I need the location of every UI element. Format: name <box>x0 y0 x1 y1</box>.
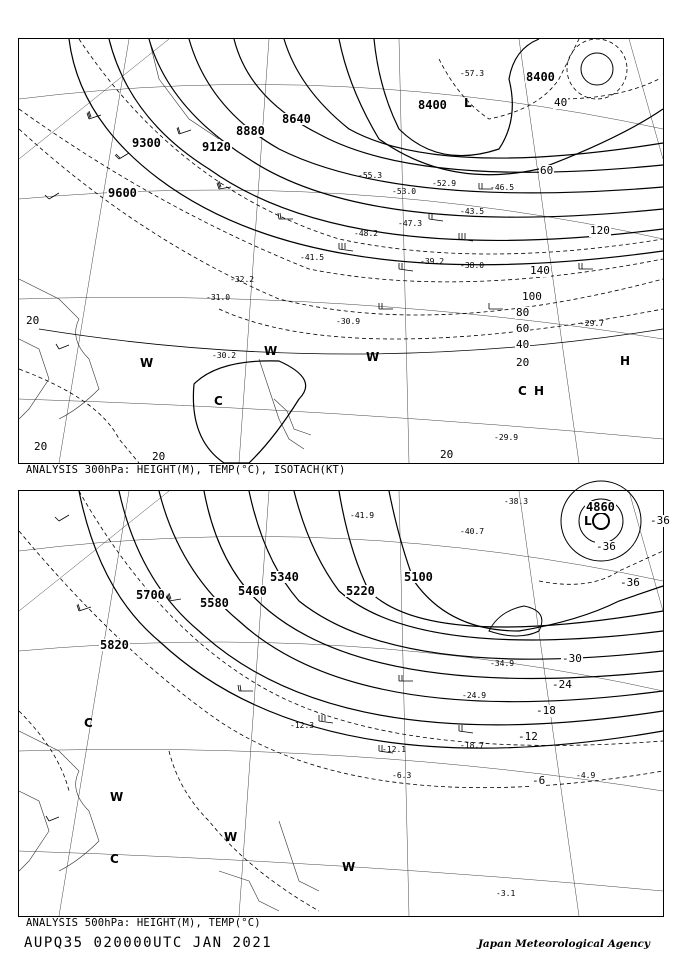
isotach-label: 60 <box>540 164 554 177</box>
wind-barbs <box>45 111 593 349</box>
height-label: 4860 <box>586 500 615 514</box>
temp-label: -24.9 <box>462 691 487 700</box>
height-label: 5700 <box>136 588 165 602</box>
isotach-label: 140 <box>530 264 550 277</box>
low-pressure-symbol: L <box>464 96 472 110</box>
temp-label: -29.9 <box>494 433 519 442</box>
bulletin-code: AUPQ35 020000UTC JAN 2021 <box>24 935 273 951</box>
temp-label: -30.2 <box>212 351 237 360</box>
cold-symbol: C <box>84 716 93 730</box>
temp-label: -53.0 <box>392 187 417 196</box>
coastlines <box>19 731 319 911</box>
isotach-label: 40 <box>554 96 568 109</box>
height-label: 5100 <box>404 570 433 584</box>
temp-label: -39.2 <box>420 257 445 266</box>
isotherm-label: -36 <box>650 514 670 527</box>
isotach-label: 60 <box>516 322 530 335</box>
cold-symbol: C <box>518 384 527 398</box>
cold-symbol: C <box>214 394 223 408</box>
temp-label: -55.3 <box>358 171 383 180</box>
isotherms <box>19 491 663 911</box>
temp-label: -38.3 <box>504 497 529 506</box>
isotach-label: 20 <box>440 448 454 461</box>
warm-symbol: W <box>366 350 380 364</box>
isotherm-label: -36 <box>596 540 616 553</box>
cold-pool-contour <box>193 361 305 463</box>
temp-label: -3.1 <box>496 889 516 898</box>
temp-label: -46.5 <box>490 183 515 192</box>
high-pressure-symbol: H <box>534 384 545 398</box>
isotach-label: 20 <box>516 356 530 369</box>
temp-label: -32.2 <box>230 275 255 284</box>
isotherm-label: -18 <box>536 704 556 717</box>
temp-label: -57.3 <box>460 69 485 78</box>
height-label: 9600 <box>108 186 137 200</box>
coastlines <box>19 39 311 449</box>
warm-symbol: W <box>264 344 278 358</box>
height-label: 5220 <box>346 584 375 598</box>
temp-label: -31.0 <box>206 293 231 302</box>
height-label: 8400 <box>418 98 447 112</box>
height-label: 9120 <box>202 140 231 154</box>
temp-label: -34.9 <box>490 659 515 668</box>
height-label: 5580 <box>200 596 229 610</box>
warm-symbol: W <box>342 860 356 874</box>
temp-label: -52.9 <box>432 179 457 188</box>
isotherm-label: -30 <box>562 652 582 665</box>
temp-label: -40.7 <box>460 527 485 536</box>
temp-label: -43.5 <box>460 207 485 216</box>
isotach-label: 100 <box>522 290 542 303</box>
cold-symbol: C <box>110 852 119 866</box>
height-label: 8880 <box>236 124 265 138</box>
high-pressure-symbol: H <box>620 354 631 368</box>
height-label: 8640 <box>282 112 311 126</box>
high-center-ne <box>581 53 613 85</box>
isotherm-label: -6 <box>532 774 546 787</box>
temp-label: -48.2 <box>354 229 379 238</box>
chart-300hpa <box>18 38 664 464</box>
temp-label: -38.0 <box>460 261 485 270</box>
isotach-label: 120 <box>590 224 610 237</box>
height-label: 5340 <box>270 570 299 584</box>
temp-label: -30.9 <box>336 317 361 326</box>
caption-500hpa: ANALYSIS 500hPa: HEIGHT(M), TEMP(°C) <box>26 917 261 929</box>
temp-label: -47.3 <box>398 219 423 228</box>
height-label: 5820 <box>100 638 129 652</box>
warm-symbol: W <box>110 790 124 804</box>
caption-300hpa: ANALYSIS 300hPa: HEIGHT(M), TEMP(°C), ISOTACH(KT) <box>26 464 346 476</box>
temp-label: -41.5 <box>300 253 325 262</box>
warm-symbol: W <box>140 356 154 370</box>
temp-label: -4.9 <box>576 771 596 780</box>
warm-symbol: W <box>224 830 238 844</box>
isotherm-label: -36 <box>620 576 640 589</box>
temp-label: -29.7 <box>580 319 605 328</box>
low-center <box>593 513 609 529</box>
temp-label: -6.3 <box>392 771 412 780</box>
chart-500hpa <box>18 490 670 917</box>
temp-label: -12.3 <box>290 721 315 730</box>
low-pressure-symbol: L <box>584 514 592 528</box>
temp-label: -12.1 <box>382 745 407 754</box>
height-label: 5460 <box>238 584 267 598</box>
agency-credit: Japan Meteorological Agency <box>477 938 650 950</box>
temp-label: -41.9 <box>350 511 375 520</box>
height-label: 8400 <box>526 70 555 84</box>
isotach-label: 20 <box>34 440 48 453</box>
isotherm-label: -12 <box>518 730 538 743</box>
isotach-label: 40 <box>516 338 530 351</box>
height-label: 9300 <box>132 136 161 150</box>
isotach-label: 20 <box>26 314 40 327</box>
isotach-label: 80 <box>516 306 530 319</box>
isotherm-label: -24 <box>552 678 572 691</box>
height-contours <box>79 491 663 748</box>
isotach-label: 20 <box>152 450 166 463</box>
temp-label: -18.7 <box>460 741 485 750</box>
